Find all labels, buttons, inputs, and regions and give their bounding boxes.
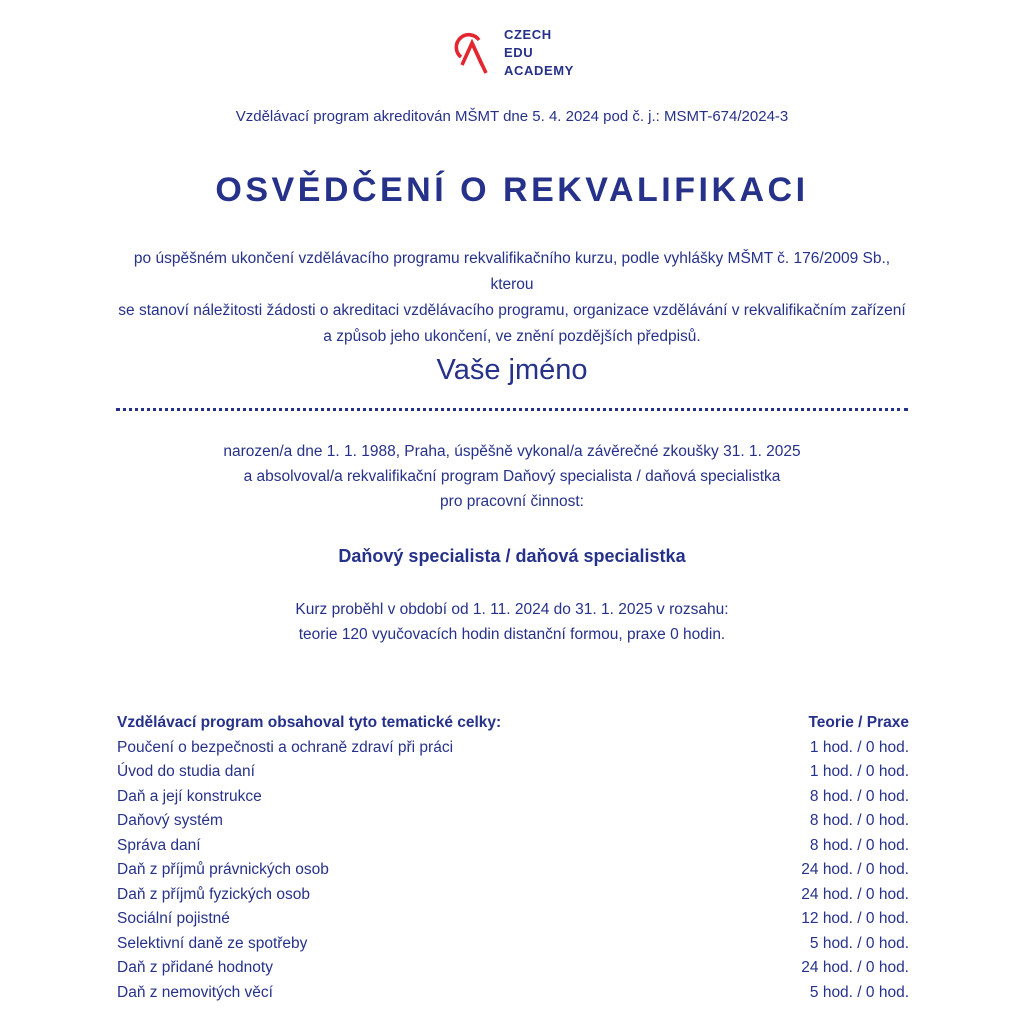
topic-name: Sociální pojistné: [117, 910, 230, 927]
topic-hours: 24 hod. / 0 hod.: [801, 959, 909, 976]
topic-name: Daň z nemovitých věcí: [117, 983, 273, 1001]
table-header: [117, 711, 909, 736]
topic-hours: 8 hod. / 0 hod.: [809, 812, 909, 829]
topic-hours: 5 hod. / 0 hod.: [809, 934, 909, 952]
topic-hours: 1 hod. / 0 hod.: [809, 738, 909, 756]
brand-logo: [452, 26, 574, 80]
table-row: [117, 785, 909, 810]
table-row: [117, 956, 909, 981]
topic-hours: 1 hod. / 0 hod.: [809, 763, 909, 780]
topic-name: Úvod do studia daní: [117, 763, 255, 780]
hours-header: Teorie / Praxe: [808, 714, 909, 731]
table-row: [117, 858, 909, 883]
topic-name: Daň z přidané hodnoty: [117, 959, 273, 976]
topic-hours: 5 hod. / 0 hod.: [809, 983, 909, 1001]
intro-paragraph: [112, 246, 912, 350]
recipient-details: [0, 439, 1024, 514]
topic-name: Daňový systém: [117, 812, 223, 829]
course-period: [0, 597, 1024, 647]
topic-hours: 24 hod. / 0 hod.: [801, 885, 909, 903]
topic-name: Selektivní daně ze spotřeby: [117, 934, 308, 952]
topics-header: Vzdělávací program obsahoval tyto tematické celky:: [117, 714, 502, 731]
name-underline-divider: [116, 408, 908, 411]
topic-hours: 8 hod. / 0 hod.: [809, 836, 909, 854]
intro-line: po úspěšném ukončení vzdělávacího programu rekvalifikačního kurzu, podle vyhlášky MŠMT č. 176/2009 Sb., kterou: [133, 250, 891, 293]
topic-name: Daň z příjmů právnických osob: [117, 861, 329, 878]
brand-line: EDU: [504, 45, 534, 60]
topic-name: Správa daní: [117, 836, 201, 854]
brand-line: CZECH: [504, 27, 552, 42]
table-row: [117, 736, 909, 761]
details-line: narozen/a dne 1. 1. 1988, Praha, úspěšně vykonal/a závěrečné zkoušky 31. 1. 2025: [223, 443, 801, 460]
table-row: [117, 834, 909, 859]
topic-name: Daň a její konstrukce: [117, 787, 262, 805]
topic-name: Poučení o bezpečnosti a ochraně zdraví při práci: [117, 738, 454, 756]
czech-edu-academy-logo-icon: [452, 29, 488, 77]
brand-line: ACADEMY: [504, 63, 574, 78]
intro-line: a způsob jeho ukončení, ve znění pozdějších předpisů.: [323, 328, 701, 345]
topic-hours: 24 hod. / 0 hod.: [801, 861, 909, 878]
table-row: [117, 760, 909, 785]
period-line: teorie 120 vyučovacích hodin distanční formou, praxe 0 hodin.: [298, 626, 726, 643]
table-row: [117, 883, 909, 908]
certificate-title: OSVĚDČENÍ O REKVALIFIKACI: [215, 171, 809, 209]
intro-line: se stanoví náležitosti žádosti o akreditaci vzdělávacího programu, organizace vzdělávání v rekvalifikačním zařízení: [118, 302, 906, 319]
period-line: Kurz proběhl v období od 1. 11. 2024 do 31. 1. 2025 v rozsahu:: [295, 601, 729, 618]
topics-table: [117, 711, 909, 1005]
table-row: [117, 981, 909, 1006]
brand-name: [504, 26, 574, 80]
topic-name: Daň z příjmů fyzických osob: [117, 885, 310, 903]
recipient-name: Vaše jméno: [436, 354, 588, 386]
topic-hours: 12 hod. / 0 hod.: [801, 910, 909, 927]
topic-hours: 8 hod. / 0 hod.: [809, 787, 909, 805]
details-line: a absolvoval/a rekvalifikační program Daňový specialista / daňová specialistka: [243, 468, 781, 485]
occupation-title: Daňový specialista / daňová specialistka: [338, 546, 686, 566]
accreditation-note: Vzdělávací program akreditován MŠMT dne 5. 4. 2024 pod č. j.: MSMT-674/2024-3: [235, 108, 789, 125]
table-row: [117, 907, 909, 932]
table-row: [117, 932, 909, 957]
table-row: [117, 809, 909, 834]
details-line: pro pracovní činnost:: [440, 493, 584, 510]
